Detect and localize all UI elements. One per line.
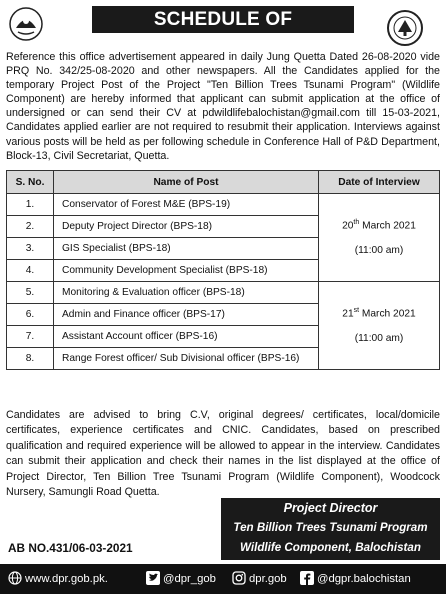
post-cell: GIS Specialist (BPS-18) xyxy=(54,238,319,260)
date-header: Date of Interview xyxy=(319,171,440,194)
facebook-link[interactable] xyxy=(300,564,411,594)
website-text: www.dpr.gob.pk. xyxy=(25,573,108,585)
table-row xyxy=(7,194,440,216)
interview-date: 20th March 2021 xyxy=(342,218,416,232)
sno-cell: 6. xyxy=(7,304,54,326)
post-cell: Range Forest officer/ Sub Divisional officer (BPS-16) xyxy=(54,348,319,370)
post-cell: Assistant Account officer (BPS-16) xyxy=(54,326,319,348)
globe-icon xyxy=(8,571,22,585)
post-cell: Conservator of Forest M&E (BPS-19) xyxy=(54,194,319,216)
post-cell: Admin and Finance officer (BPS-17) xyxy=(54,304,319,326)
signature-block xyxy=(221,498,440,560)
sno-cell: 7. xyxy=(7,326,54,348)
sno-header: S. No. xyxy=(7,171,54,194)
facebook-icon xyxy=(300,571,314,585)
sno-cell: 5. xyxy=(7,282,54,304)
twitter-icon xyxy=(146,571,160,585)
component-name: Wildlife Component, Balochistan xyxy=(240,541,421,554)
table-header-row xyxy=(7,171,440,194)
interview-time: (11:00 am) xyxy=(354,333,404,345)
interview-date-cell-1 xyxy=(319,194,440,282)
interview-date-cell-2 xyxy=(319,282,440,370)
department-seal-logo xyxy=(386,8,424,48)
interview-time: (11:00 am) xyxy=(354,245,404,257)
sno-cell: 3. xyxy=(7,238,54,260)
post-header: Name of Post xyxy=(54,171,319,194)
post-cell: Community Development Specialist (BPS-18) xyxy=(54,260,319,282)
instructions-paragraph: Candidates are advised to bring C.V, original degrees/ certificates, local/domicile certificates, experience certificates and CNIC. Candidates, based on prescribed qualification and required experience will be allowed to appear in the interview. Candidates can submit their application and check their names in the list displayed at the office of Project Director, Ten Billion Tree Tsunami Program (Wildlife Component), Woodcock Nursery, Samungli Road Quetta. xyxy=(6,409,440,499)
instagram-icon xyxy=(232,571,246,585)
instagram-handle: dpr.gob xyxy=(249,573,287,585)
signatory-title: Project Director xyxy=(283,501,378,515)
website-link[interactable] xyxy=(8,564,108,594)
social-links-bar xyxy=(0,564,446,594)
sno-cell: 1. xyxy=(7,194,54,216)
instagram-link[interactable] xyxy=(232,564,287,594)
sno-cell: 2. xyxy=(7,216,54,238)
twitter-handle: @dpr_gob xyxy=(163,573,216,585)
sno-cell: 8. xyxy=(7,348,54,370)
page-title: SCHEDULE OF INTERVIEWS xyxy=(92,6,354,33)
table-row xyxy=(7,282,440,304)
interview-date: 21st March 2021 xyxy=(342,306,416,320)
facebook-handle: @dgpr.balochistan xyxy=(317,573,411,585)
post-cell: Monitoring & Evaluation officer (BPS-18) xyxy=(54,282,319,304)
program-name: Ten Billion Trees Tsunami Program xyxy=(233,521,428,534)
ad-number: AB NO.431/06-03-2021 xyxy=(8,541,133,555)
sno-cell: 4. xyxy=(7,260,54,282)
intro-paragraph: Reference this office advertisement appeared in daily Jung Quetta Dated 26-08-2020 vide PRQ No. 342/25-08-2020 and other newspapers. All the Candidates applied for the temporary Project Post of the Project "Ten Billion Trees Tsunami Program" (Wildlife Component) are hereby informed that applicant can submit application at the office of undersigned or can send their CV at pdwildlifebalochistan@gmail.com till 15-03-2021, Candidates applied earlier are not required to resubmit their application. Interviews against various posts will be held as per following schedule in Conference Hall of P&D Department, Block-13, Civil Secretariat, Quetta. xyxy=(6,51,440,162)
government-emblem-logo xyxy=(8,6,44,42)
interview-schedule-table xyxy=(6,170,440,370)
twitter-link[interactable] xyxy=(146,564,216,594)
post-cell: Deputy Project Director (BPS-18) xyxy=(54,216,319,238)
